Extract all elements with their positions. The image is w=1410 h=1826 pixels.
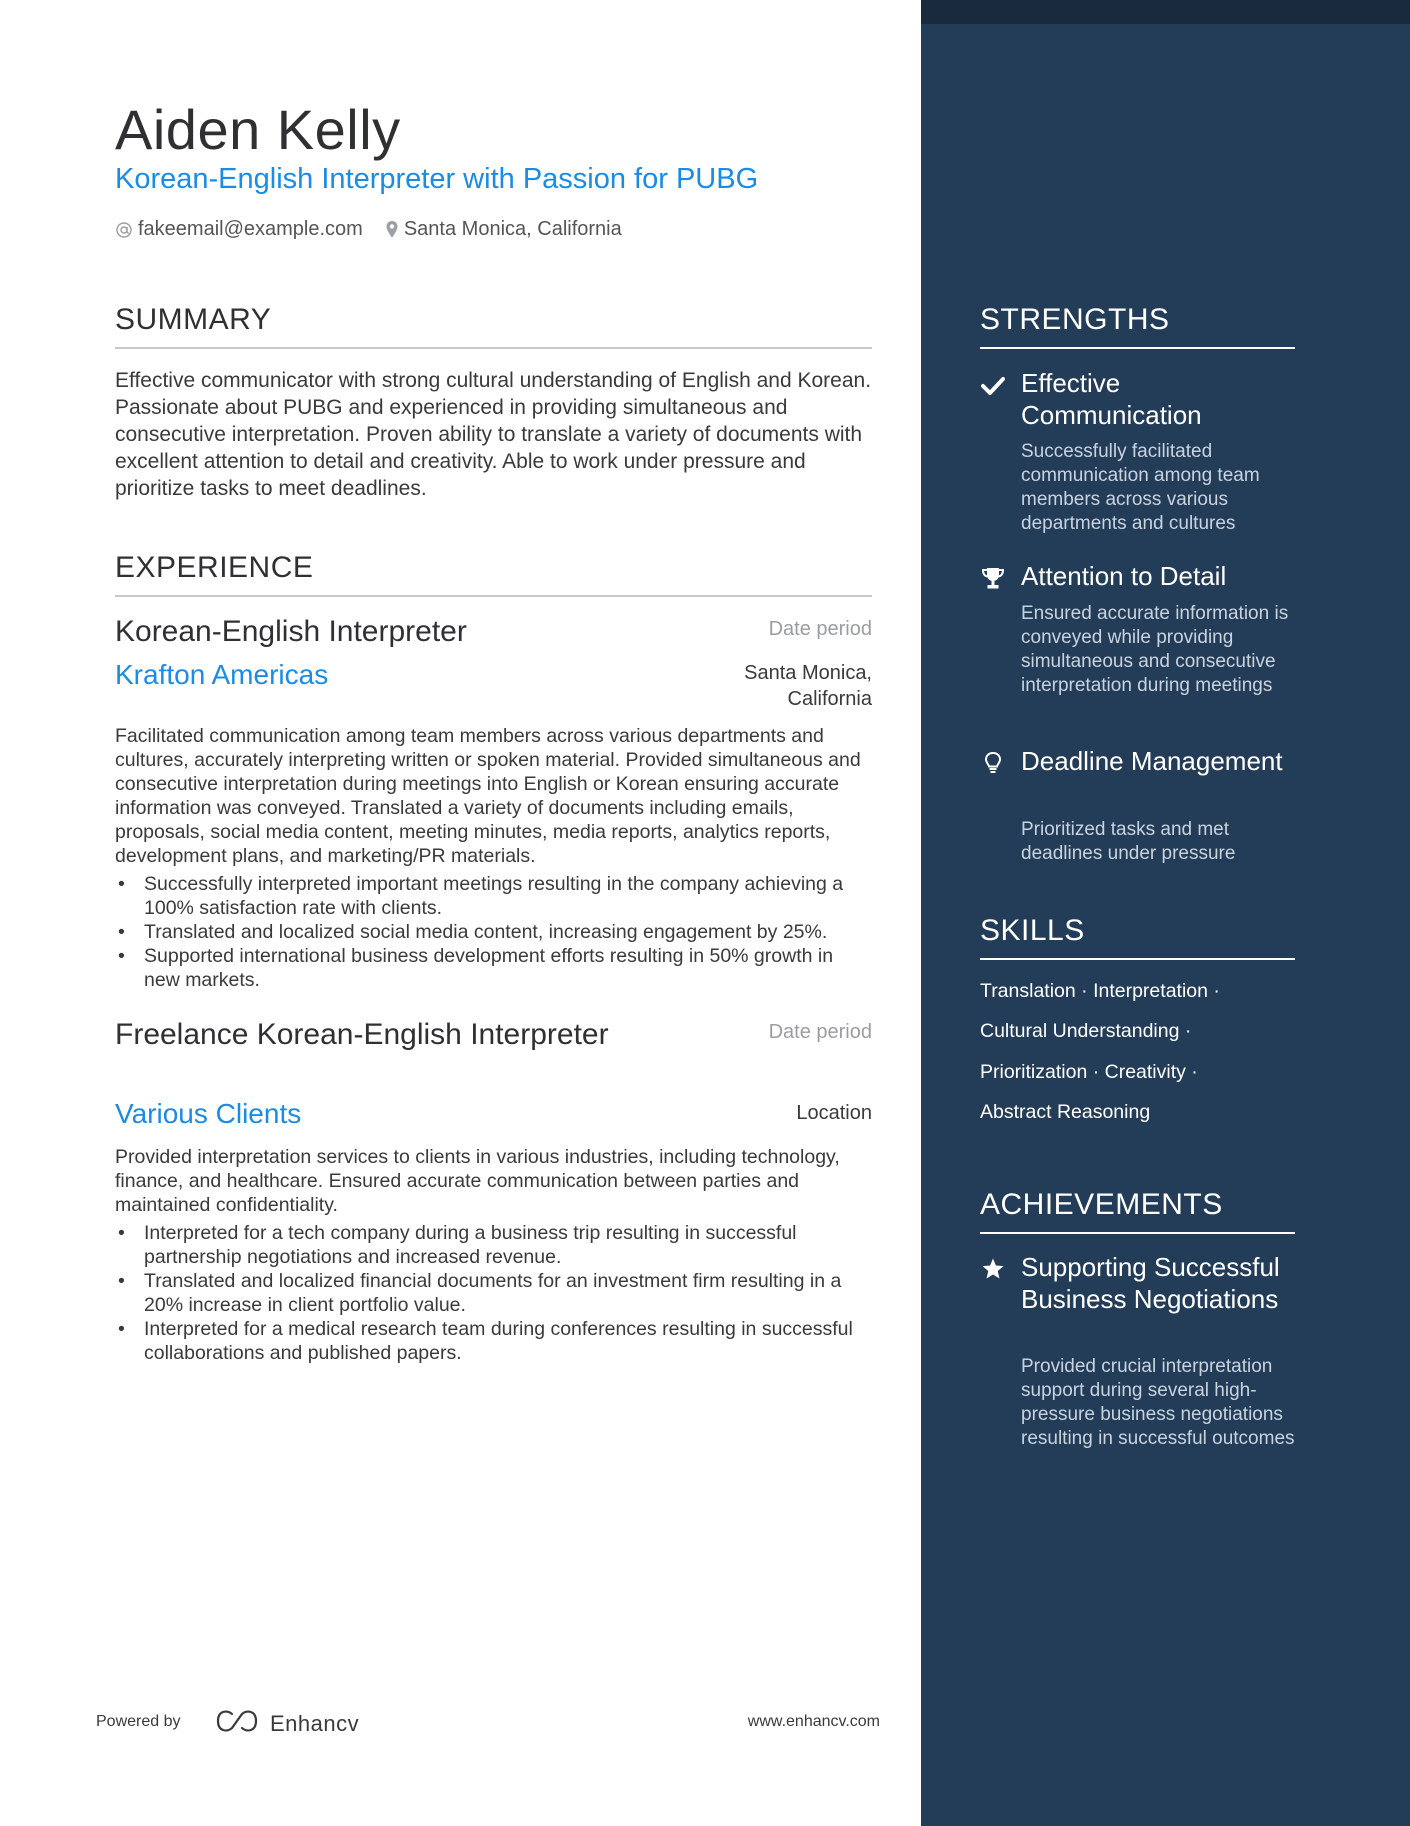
- trophy-icon: [980, 565, 1006, 591]
- powered-by-label: Powered by: [96, 1713, 181, 1730]
- job-description: Facilitated communication among team members across various departments and cultures, accurately interpreting written or spoken material. Provided simultaneous and consecutive interpretation during meetings into English or Korean ensuring accurate information was conveyed. Translated a variety of documents including emails, proposals, social media content, meeting minutes, media reports, analytics reports, development plans, and marketing/PR materials.: [115, 725, 861, 867]
- skill-line: Cultural Understanding ·: [980, 1020, 1192, 1042]
- enhancv-logo-icon: [214, 1708, 260, 1739]
- job-company: Krafton Americas: [115, 659, 329, 690]
- location-pin-icon: [385, 220, 399, 239]
- website-link[interactable]: www.enhancv.com: [747, 1713, 880, 1730]
- check-icon: [980, 373, 1006, 399]
- skill-line: Abstract Reasoning: [980, 1101, 1151, 1123]
- achievement-description: Provided crucial interpretation support during several high-pressure business negotiations resulting in successful outcomes: [1021, 1356, 1295, 1449]
- job-title: Korean-English Interpreter: [115, 615, 467, 648]
- lightbulb-icon: [980, 750, 1006, 776]
- experience-heading: EXPERIENCE: [115, 551, 872, 597]
- list-item: • Successfully interpreted important meetings resulting in the company achieving a 100% satisfaction rate with clients.: [115, 872, 872, 920]
- contact-info: [115, 218, 644, 241]
- job-location: Santa Monica, California: [744, 662, 872, 710]
- skill-line: Prioritization · Creativity ·: [980, 1061, 1198, 1083]
- list-item: • Translated and localized financial documents for an investment firm resulting in a 20% increase in client portfolio value.: [115, 1269, 872, 1317]
- job-title: Freelance Korean-English Interpreter: [115, 1018, 609, 1051]
- candidate-name: Aiden Kelly: [115, 98, 401, 161]
- job-company: Various Clients: [115, 1098, 302, 1129]
- contact-location: [385, 218, 622, 241]
- skill-line: Translation · Interpretation ·: [980, 980, 1220, 1002]
- job-date: Date period: [768, 1021, 872, 1043]
- footer: [96, 1708, 880, 1738]
- list-item: • Interpreted for a medical research team during conferences resulting in successful collaborations and published papers.: [115, 1317, 872, 1365]
- job-date: Date period: [768, 618, 872, 640]
- strengths-heading: STRENGTHS: [980, 303, 1295, 349]
- star-icon: [980, 1256, 1006, 1282]
- strength-title: Effective Communication: [1021, 368, 1202, 430]
- summary-text: Effective communicator with strong cultural understanding of English and Korean. Passionate about PUBG and experienced in providing simultaneous and consecutive interpretation. Proven ability to translate a variety of documents with excellent attention to detail and creativity. Able to work under pressure and prioritize tasks to meet deadlines.: [115, 369, 872, 500]
- strength-title: Deadline Management: [1021, 746, 1283, 776]
- brand-name: Enhancv: [270, 1710, 360, 1736]
- candidate-headline: Korean-English Interpreter with Passion for PUBG: [115, 163, 759, 195]
- job-bullets: [115, 1221, 872, 1365]
- strength-description: Successfully facilitated communication among team members across various departments and cultures: [1021, 441, 1260, 534]
- job-bullets: [115, 872, 872, 992]
- summary-heading: SUMMARY: [115, 303, 872, 349]
- list-item: • Supported international business development efforts resulting in 50% growth in new markets.: [115, 944, 872, 992]
- enhancv-logo[interactable]: [214, 1708, 359, 1739]
- email-text: fakeemail@example.com: [138, 218, 363, 240]
- sidebar-top-band: [921, 0, 1410, 24]
- at-icon: [115, 221, 133, 239]
- strength-description: Ensured accurate information is conveyed while providing simultaneous and consecutive interpretation during meetings: [1021, 603, 1289, 696]
- achievements-heading: ACHIEVEMENTS: [980, 1188, 1295, 1234]
- sidebar: [921, 0, 1410, 1826]
- job-description: Provided interpretation services to clients in various industries, including technology, finance, and healthcare. Ensured accurate communication between parties and maintained confidentiality.: [115, 1146, 840, 1216]
- list-item: • Translated and localized social media content, increasing engagement by 25%.: [115, 920, 872, 944]
- strength-description: Prioritized tasks and met deadlines under pressure: [1021, 819, 1236, 864]
- location-text: Santa Monica, California: [403, 218, 622, 240]
- contact-email[interactable]: [115, 218, 363, 241]
- list-item: • Interpreted for a tech company during a business trip resulting in successful partnership negotiations and increased revenue.: [115, 1221, 872, 1269]
- job-location: Location: [796, 1102, 872, 1124]
- skills-heading: SKILLS: [980, 914, 1295, 960]
- achievement-title: Supporting Successful Business Negotiations: [1021, 1252, 1280, 1314]
- strength-title: Attention to Detail: [1021, 561, 1227, 591]
